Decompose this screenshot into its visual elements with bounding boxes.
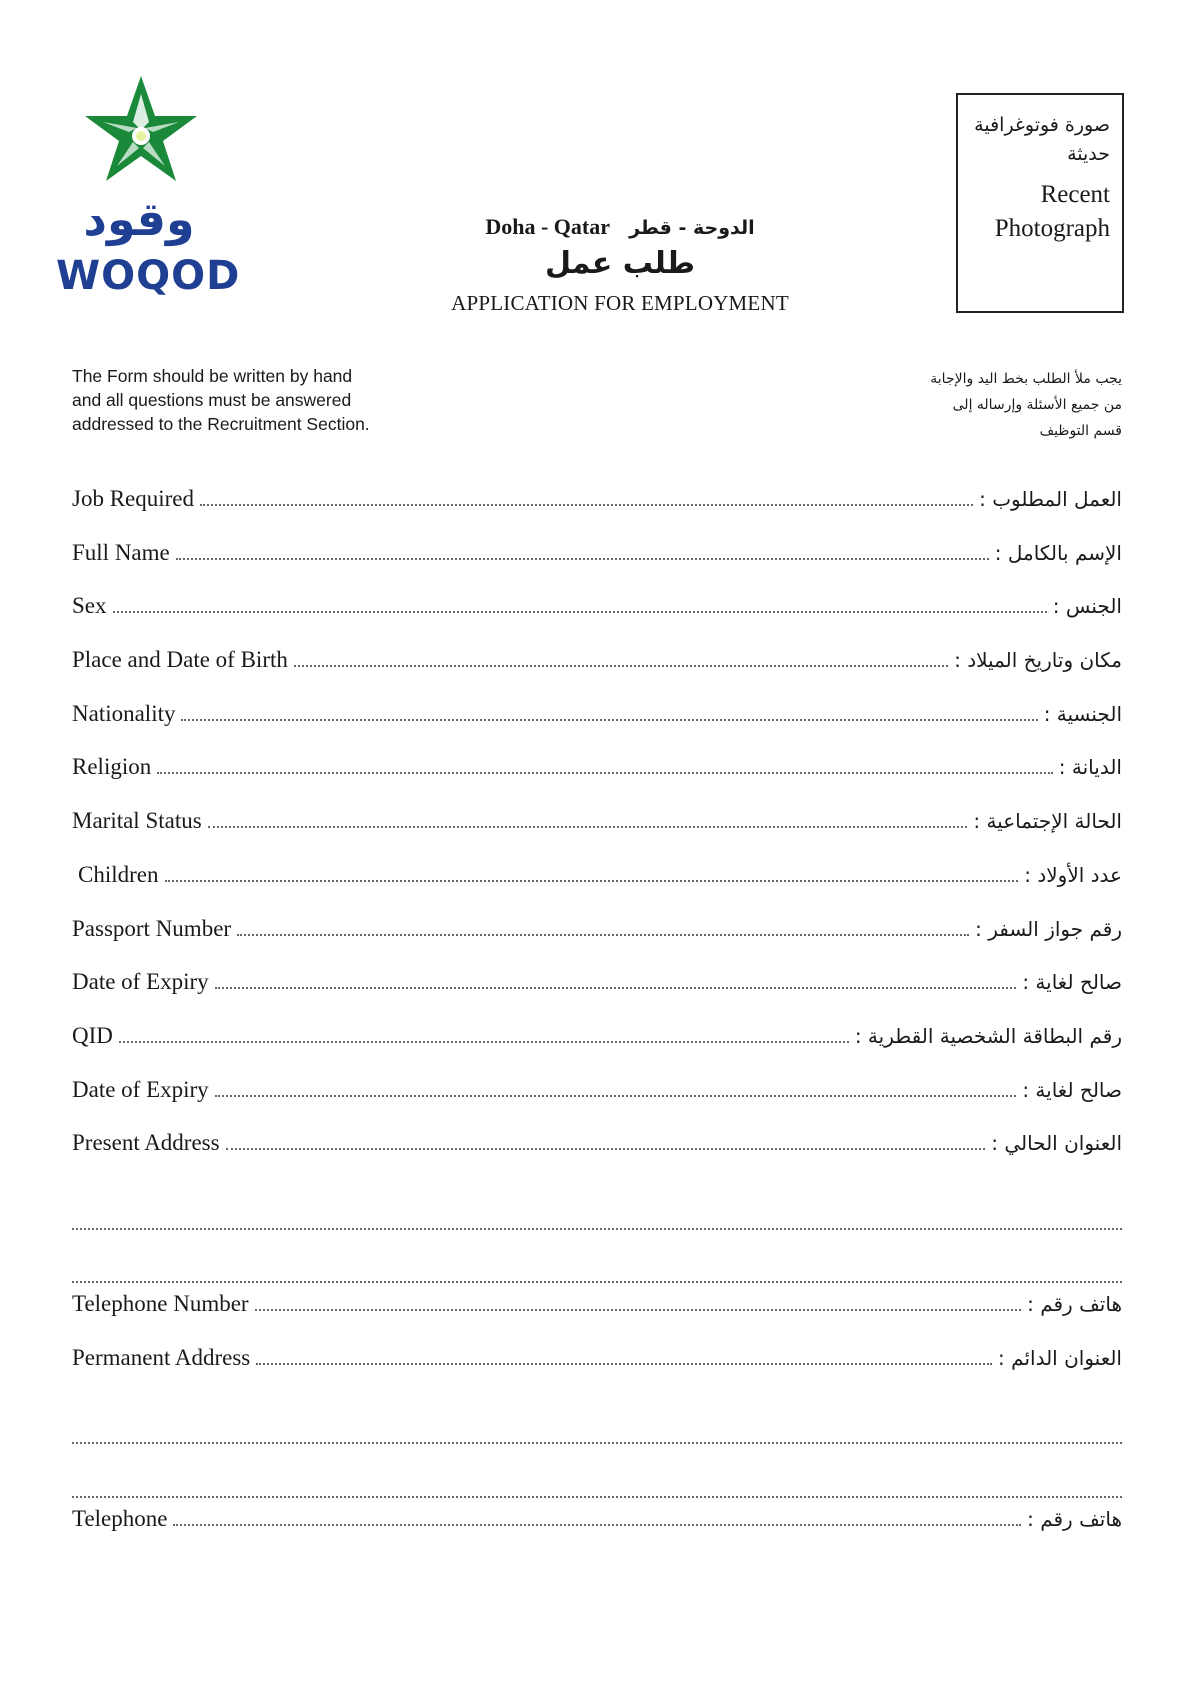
location-en: Doha - Qatar (485, 214, 610, 239)
field-place-date-of-birth[interactable] (72, 647, 1122, 701)
field-sex[interactable] (72, 593, 1122, 647)
photo-label-en-2: Photograph (994, 214, 1110, 242)
field-fill-line[interactable] (157, 772, 1053, 774)
field-fill-line[interactable] (165, 880, 1019, 882)
logo-arabic-text: وقود (83, 192, 195, 246)
field-nationality[interactable] (72, 701, 1122, 755)
field-label-en: Children (78, 861, 159, 887)
photo-label-ar-1: صورة فوتوغرافية (974, 114, 1110, 136)
location-line (400, 214, 840, 240)
field-fill-line[interactable] (200, 504, 973, 506)
location-ar: الدوحة - قطر (629, 217, 755, 239)
field-fill-line[interactable] (237, 934, 969, 936)
field-label-en: Telephone (72, 1506, 168, 1532)
field-label-en: Marital Status (72, 808, 202, 834)
instruction-line-ar: يجب ملأ الطلب بخط اليد والإجابة (930, 371, 1122, 387)
field-label-ar: هاتف رقم : (1027, 1507, 1122, 1532)
field-fill-line[interactable] (72, 1442, 1122, 1444)
field-fill-line[interactable] (208, 826, 968, 828)
logo-english-text: WOQOD (56, 253, 241, 299)
field-fill-line[interactable] (72, 1496, 1122, 1498)
field-label-en: Passport Number (72, 915, 232, 941)
field-label-en: Nationality (72, 700, 176, 726)
photo-box (956, 93, 1124, 313)
field-fill-line[interactable] (113, 611, 1047, 613)
field-label-en: Permanent Address (72, 1345, 251, 1370)
field-fill-line[interactable] (176, 558, 989, 560)
field-label-ar: رقم جواز السفر : (975, 916, 1122, 941)
instruction-line: The Form should be written by hand (72, 366, 353, 386)
instruction-line: addressed to the Recruitment Section. (72, 414, 370, 434)
field-full-name[interactable] (72, 540, 1122, 594)
field-telephone[interactable] (72, 1506, 1122, 1560)
field-label-ar: العمل المطلوب : (979, 487, 1122, 511)
page-title: APPLICATION FOR EMPLOYMENT (451, 291, 789, 315)
instruction-line-ar: من جميع الأسئلة وإرساله إلى (952, 397, 1122, 413)
field-label-ar: الحالة الإجتماعية : (973, 809, 1122, 834)
field-fill-line[interactable] (181, 719, 1037, 721)
field-present-address[interactable] (72, 1130, 1122, 1184)
field-fill-line[interactable] (119, 1041, 849, 1043)
form-header (400, 214, 840, 316)
field-label-en: Present Address (72, 1130, 220, 1156)
field-children[interactable] (72, 862, 1122, 916)
field-label-en: Date of Expiry (72, 1076, 209, 1102)
field-religion[interactable] (72, 754, 1122, 808)
field-label-en: Religion (72, 754, 152, 780)
field-label-ar: مكان وتاريخ الميلاد : (954, 648, 1122, 673)
field-fill-line[interactable] (72, 1228, 1122, 1230)
field-fill-line[interactable] (173, 1524, 1021, 1526)
field-fill-line[interactable] (215, 987, 1017, 989)
field-qid-expiry[interactable] (72, 1077, 1122, 1131)
photo-label-en-1: Recent (1040, 181, 1110, 208)
field-fill-line[interactable] (256, 1363, 992, 1365)
address-continuation-line[interactable] (72, 1452, 1122, 1506)
field-passport-expiry[interactable] (72, 969, 1122, 1023)
address-continuation-line[interactable] (72, 1399, 1122, 1453)
field-label-en: QID (72, 1022, 113, 1048)
form-fields (72, 486, 1122, 1560)
field-label-ar: الجنس : (1052, 594, 1122, 619)
field-label-en: Sex (72, 593, 107, 619)
field-label-en: Telephone Number (72, 1291, 249, 1317)
field-marital-status[interactable] (72, 808, 1122, 862)
instruction-line: and all questions must be answered (72, 390, 352, 410)
address-continuation-line[interactable] (72, 1184, 1122, 1238)
field-label-ar: العنوان الدائم : (998, 1346, 1122, 1370)
photo-label-en (958, 178, 1110, 246)
title-arabic: طلب عمل (544, 246, 696, 281)
field-job-required[interactable] (72, 486, 1122, 540)
field-label-ar: صالح لغاية : (1022, 1077, 1122, 1102)
field-permanent-address[interactable] (72, 1345, 1122, 1399)
field-label-ar: رقم البطاقة الشخصية القطرية : (854, 1023, 1122, 1048)
field-label-ar: الإسم بالكامل : (994, 540, 1122, 565)
field-label-ar: صالح لغاية : (1022, 970, 1122, 995)
field-fill-line[interactable] (226, 1148, 986, 1150)
field-label-ar: العنوان الحالي : (991, 1131, 1122, 1156)
field-label-en: Full Name (72, 539, 170, 565)
field-fill-line[interactable] (215, 1095, 1017, 1097)
photo-label-ar-2: حديثة (1067, 142, 1110, 165)
instructions-en (72, 364, 452, 436)
instruction-line-ar: قسم التوظيف (1039, 423, 1122, 439)
field-qid[interactable] (72, 1023, 1122, 1077)
field-label-ar: الديانة : (1058, 755, 1122, 780)
field-fill-line[interactable] (72, 1281, 1122, 1283)
instructions-ar (820, 366, 1122, 444)
field-label-en: Date of Expiry (72, 969, 209, 995)
field-label-ar: هاتف رقم : (1027, 1292, 1122, 1317)
field-label-en: Job Required (72, 486, 195, 511)
star-logo-icon (56, 74, 226, 194)
field-label-ar: الجنسية : (1043, 701, 1122, 726)
field-fill-line[interactable] (255, 1309, 1022, 1311)
field-telephone-number[interactable] (72, 1291, 1122, 1345)
field-label-ar: عدد الأولاد : (1024, 862, 1122, 887)
address-continuation-line[interactable] (72, 1238, 1122, 1292)
field-passport-number[interactable] (72, 916, 1122, 970)
field-fill-line[interactable] (294, 665, 948, 667)
field-label-en: Place and Date of Birth (72, 647, 288, 673)
